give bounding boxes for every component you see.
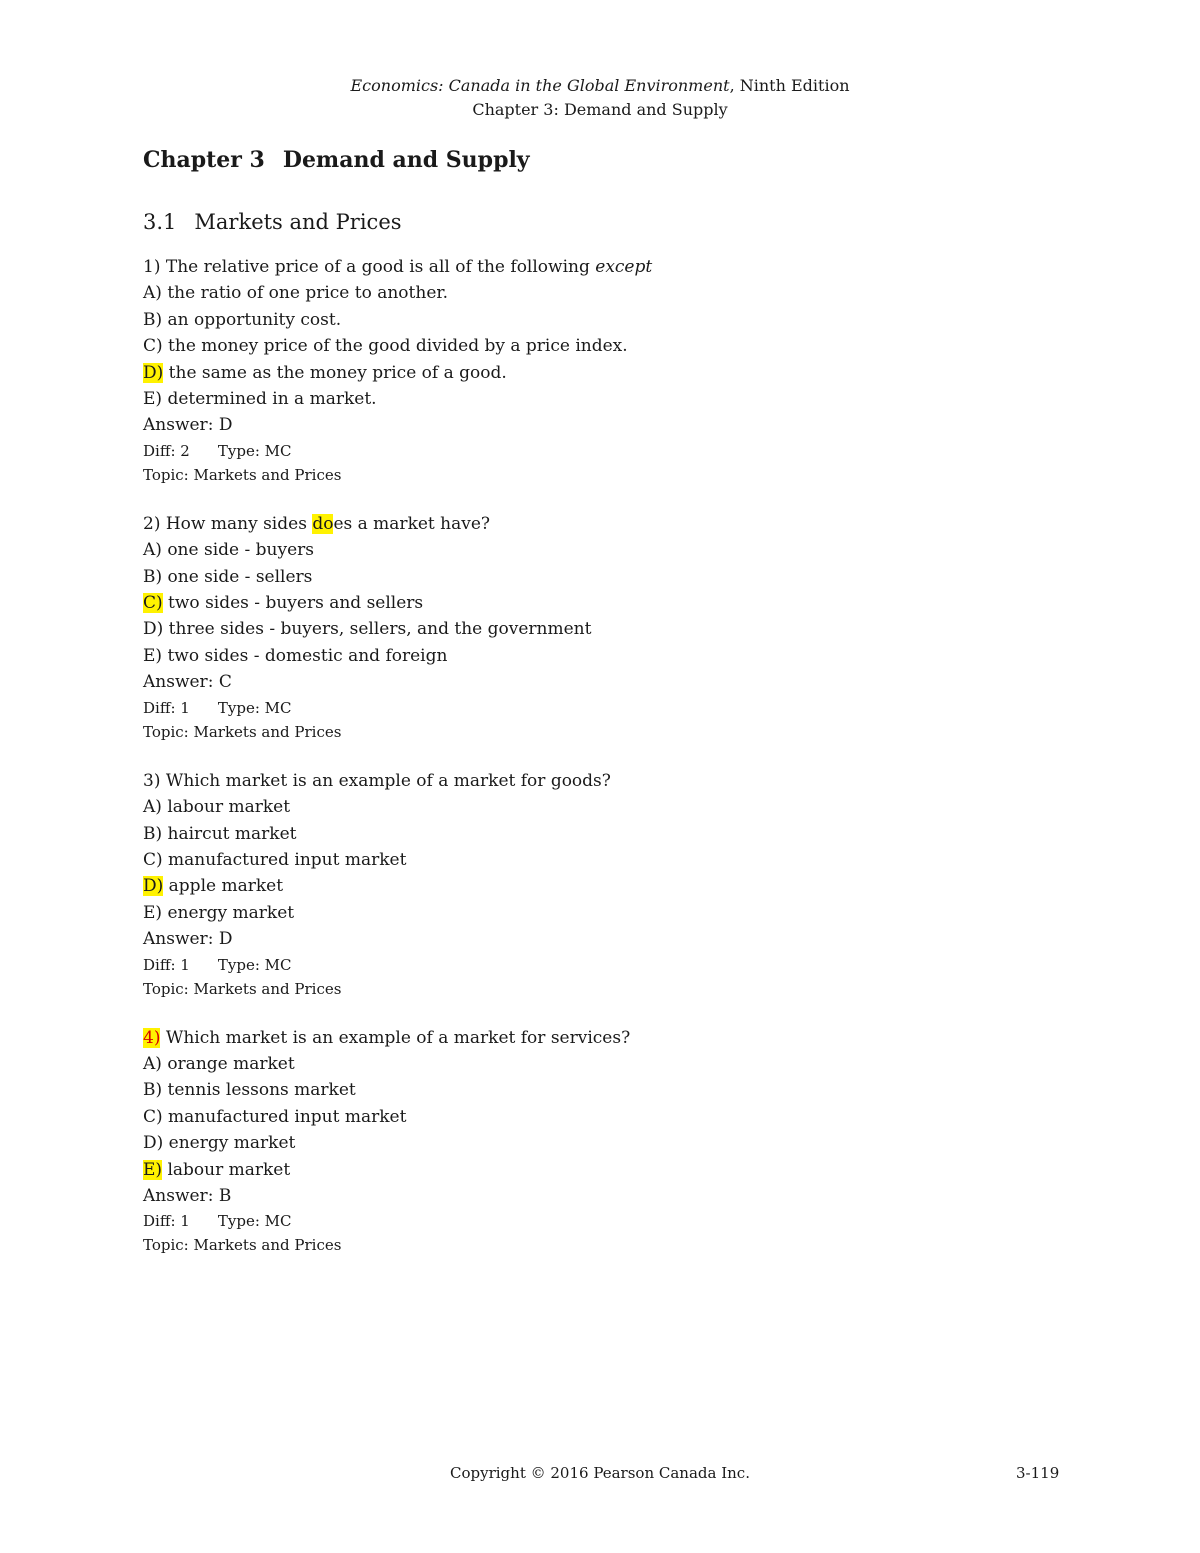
option-c: C) the money price of the good divided by a price index.: [143, 336, 628, 357]
running-header: [0, 74, 1200, 122]
option-e: E) two sides - domestic and foreign: [143, 645, 448, 666]
option-e: E) labour market: [143, 1159, 291, 1180]
question-meta: [143, 696, 1063, 720]
question-number: 2): [143, 513, 161, 534]
option-a: A) one side - buyers: [143, 540, 314, 561]
highlighted-option-letter: D): [143, 362, 164, 383]
question-type: Type: MC: [217, 441, 292, 460]
question-number: 3): [143, 770, 161, 791]
question-meta: [143, 439, 1063, 463]
question-type: Type: MC: [217, 1212, 292, 1231]
option-b: B) haircut market: [143, 823, 297, 844]
question-meta: [143, 953, 1063, 977]
option-e: E) energy market: [143, 902, 295, 923]
option-c: C) manufactured input market: [143, 849, 407, 870]
question-1: [143, 254, 1063, 487]
highlighted-option-letter: E): [143, 1159, 163, 1180]
question-topic: Topic: Markets and Prices: [143, 979, 342, 998]
header-book-title: Economics: Canada in the Global Environment: [350, 76, 730, 95]
question-answer: Answer: B: [143, 1185, 232, 1206]
highlighted-option-letter: C): [143, 593, 163, 614]
question-meta: [143, 1209, 1063, 1233]
footer-copyright: Copyright © 2016 Pearson Canada Inc.: [450, 1464, 750, 1482]
question-answer: Answer: C: [143, 672, 232, 693]
page-number: 3-119: [1016, 1464, 1060, 1482]
question-number-highlighted: 4): [143, 1027, 161, 1048]
stem-emphasis: except: [595, 257, 653, 277]
question-type: Type: MC: [217, 955, 292, 974]
question-type: Type: MC: [217, 698, 292, 717]
question-stem: 3) Which market is an example of a market for goods?: [143, 770, 611, 791]
highlighted-option-letter: D): [143, 876, 164, 897]
highlighted-text: do: [312, 513, 334, 534]
document-body: [143, 140, 1063, 1257]
option-c: C) two sides - buyers and sellers: [143, 593, 424, 614]
option-c: C) manufactured input market: [143, 1106, 407, 1127]
header-chapter-line: Chapter 3: Demand and Supply: [472, 100, 728, 119]
question-4: [143, 1025, 1063, 1258]
chapter-name: Demand and Supply: [282, 147, 530, 173]
question-answer: Answer: D: [143, 415, 233, 436]
question-number: 1): [143, 257, 161, 277]
option-d: D) the same as the money price of a good.: [143, 362, 507, 383]
question-difficulty: Diff: 1: [143, 1212, 190, 1231]
option-e: E) determined in a market.: [143, 389, 377, 410]
option-d: D) apple market: [143, 876, 284, 897]
question-answer: Answer: D: [143, 929, 233, 950]
question-stem: 1) The relative price of a good is all of the following except: [143, 257, 653, 277]
question-topic: Topic: Markets and Prices: [143, 465, 342, 484]
option-b: B) tennis lessons market: [143, 1080, 356, 1101]
question-difficulty: Diff: 1: [143, 698, 190, 717]
question-stem: 2) How many sides does a market have?: [143, 513, 491, 534]
option-d: D) energy market: [143, 1133, 296, 1154]
question-topic: Topic: Markets and Prices: [143, 1236, 342, 1255]
option-a: A) orange market: [143, 1053, 295, 1074]
option-a: A) the ratio of one price to another.: [143, 283, 449, 304]
chapter-title: [143, 140, 1063, 180]
option-a: A) labour market: [143, 797, 291, 818]
question-topic: Topic: Markets and Prices: [143, 722, 342, 741]
header-book-line: [0, 74, 1200, 98]
question-difficulty: Diff: 2: [143, 441, 190, 460]
option-d: D) three sides - buyers, sellers, and the government: [143, 619, 592, 640]
section-title: [143, 202, 1063, 242]
question-difficulty: Diff: 1: [143, 955, 190, 974]
question-3: [143, 768, 1063, 1001]
option-b: B) one side - sellers: [143, 566, 313, 587]
chapter-number: Chapter 3: [143, 147, 265, 173]
question-stem: 4) Which market is an example of a market for services?: [143, 1027, 631, 1048]
header-edition: , Ninth Edition: [729, 76, 850, 95]
question-2: [143, 511, 1063, 744]
section-number: 3.1: [143, 210, 177, 234]
option-b: B) an opportunity cost.: [143, 309, 342, 330]
section-name: Markets and Prices: [194, 210, 402, 234]
